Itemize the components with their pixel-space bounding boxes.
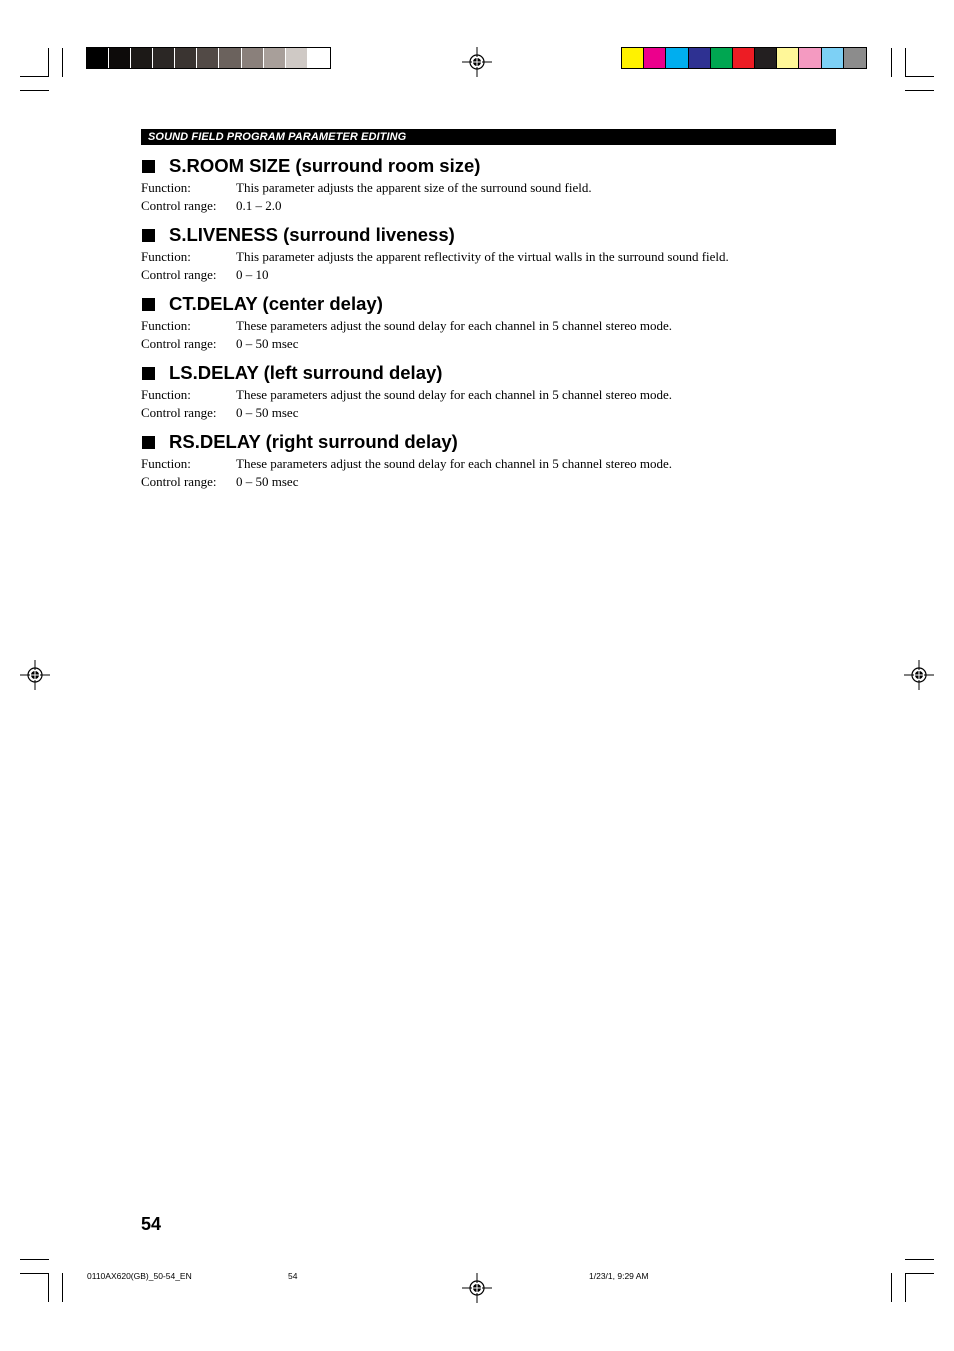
crop-mark xyxy=(905,1259,934,1260)
color-swatch xyxy=(822,48,844,68)
crop-mark xyxy=(20,1259,49,1260)
color-swatch xyxy=(197,48,219,68)
function-row xyxy=(141,386,841,404)
color-swatch xyxy=(777,48,799,68)
range-value: 0 – 10 xyxy=(236,266,269,282)
function-text: These parameters adjust the sound delay for each channel in 5 channel stereo mode. xyxy=(236,387,673,402)
parameter-section xyxy=(141,429,841,496)
range-value: 0.1 – 2.0 xyxy=(236,197,282,213)
crop-mark xyxy=(48,48,49,77)
color-swatch xyxy=(109,48,131,68)
color-swatch xyxy=(711,48,733,68)
parameter-title: RS.DELAY (right surround delay) xyxy=(169,431,458,452)
color-swatch xyxy=(755,48,777,68)
range-value: 0 – 50 msec xyxy=(236,473,299,489)
parameter-title: LS.DELAY (left surround delay) xyxy=(169,362,443,383)
function-text: This parameter adjusts the apparent reflectivity of the virtual walls in the surround sound field. xyxy=(236,249,729,264)
range-label: Control range: xyxy=(141,266,217,282)
function-label: Function: xyxy=(141,249,191,264)
parameter-heading xyxy=(141,153,841,179)
crop-mark xyxy=(62,48,63,77)
footer-file-name: 0110AX620(GB)_50-54_EN xyxy=(87,1271,192,1281)
function-text: These parameters adjust the sound delay for each channel in 5 channel stereo mode. xyxy=(236,318,673,333)
crop-mark xyxy=(905,48,906,77)
color-swatch xyxy=(644,48,666,68)
crop-mark xyxy=(905,1273,906,1302)
color-swatch xyxy=(153,48,175,68)
range-row xyxy=(141,266,841,284)
color-swatch xyxy=(264,48,286,68)
color-swatch xyxy=(87,48,109,68)
parameter-heading xyxy=(141,429,841,455)
registration-mark-icon xyxy=(904,660,934,690)
range-value: 0 – 50 msec xyxy=(236,404,299,420)
color-swatch xyxy=(689,48,711,68)
parameter-heading xyxy=(141,222,841,248)
footer-timestamp: 1/23/1, 9:29 AM xyxy=(589,1271,649,1281)
color-calibration-bar xyxy=(621,47,867,69)
parameter-title: S.LIVENESS (surround liveness) xyxy=(169,224,455,245)
square-bullet-icon xyxy=(142,298,155,311)
range-row xyxy=(141,404,841,422)
crop-mark xyxy=(891,48,892,77)
registration-mark-icon xyxy=(462,47,492,77)
color-swatch xyxy=(799,48,821,68)
color-swatch xyxy=(622,48,644,68)
range-label: Control range: xyxy=(141,473,217,489)
color-swatch xyxy=(175,48,197,68)
range-value: 0 – 50 msec xyxy=(236,335,299,351)
color-swatch xyxy=(308,48,330,68)
color-swatch xyxy=(844,48,866,68)
function-text: These parameters adjust the sound delay for each channel in 5 channel stereo mode. xyxy=(236,456,673,471)
range-label: Control range: xyxy=(141,335,217,351)
parameter-title: CT.DELAY (center delay) xyxy=(169,293,383,314)
function-row xyxy=(141,248,841,266)
function-label: Function: xyxy=(141,318,191,333)
parameter-section xyxy=(141,291,841,358)
range-row xyxy=(141,473,841,491)
parameter-title: S.ROOM SIZE (surround room size) xyxy=(169,155,481,176)
page-number: 54 xyxy=(141,1214,162,1234)
function-row xyxy=(141,179,841,197)
parameter-heading xyxy=(141,291,841,317)
crop-mark xyxy=(20,90,49,91)
crop-mark xyxy=(905,90,934,91)
color-swatch xyxy=(219,48,241,68)
crop-mark xyxy=(48,1273,49,1302)
function-row xyxy=(141,455,841,473)
crop-mark xyxy=(20,1273,49,1274)
square-bullet-icon xyxy=(142,160,155,173)
parameter-heading xyxy=(141,360,841,386)
crop-mark xyxy=(891,1273,892,1302)
range-label: Control range: xyxy=(141,197,217,213)
function-label: Function: xyxy=(141,180,191,195)
registration-mark-icon xyxy=(462,1273,492,1303)
section-header-bar: SOUND FIELD PROGRAM PARAMETER EDITING xyxy=(141,129,836,145)
crop-mark xyxy=(62,1273,63,1302)
color-swatch xyxy=(286,48,308,68)
parameter-section xyxy=(141,360,841,427)
color-swatch xyxy=(131,48,153,68)
crop-mark xyxy=(20,76,49,77)
function-label: Function: xyxy=(141,387,191,402)
square-bullet-icon xyxy=(142,367,155,380)
function-row xyxy=(141,317,841,335)
range-row xyxy=(141,197,841,215)
parameter-section xyxy=(141,153,841,220)
range-row xyxy=(141,335,841,353)
function-text: This parameter adjusts the apparent size of the surround sound field. xyxy=(236,180,592,195)
color-swatch xyxy=(666,48,688,68)
function-label: Function: xyxy=(141,456,191,471)
square-bullet-icon xyxy=(142,229,155,242)
registration-mark-icon xyxy=(20,660,50,690)
parameter-section xyxy=(141,222,841,289)
crop-mark xyxy=(905,76,934,77)
grayscale-calibration-bar xyxy=(86,47,331,69)
crop-mark xyxy=(905,1273,934,1274)
square-bullet-icon xyxy=(142,436,155,449)
color-swatch xyxy=(733,48,755,68)
range-label: Control range: xyxy=(141,404,217,420)
color-swatch xyxy=(242,48,264,68)
footer-page: 54 xyxy=(288,1271,298,1281)
parameter-list xyxy=(141,153,841,498)
